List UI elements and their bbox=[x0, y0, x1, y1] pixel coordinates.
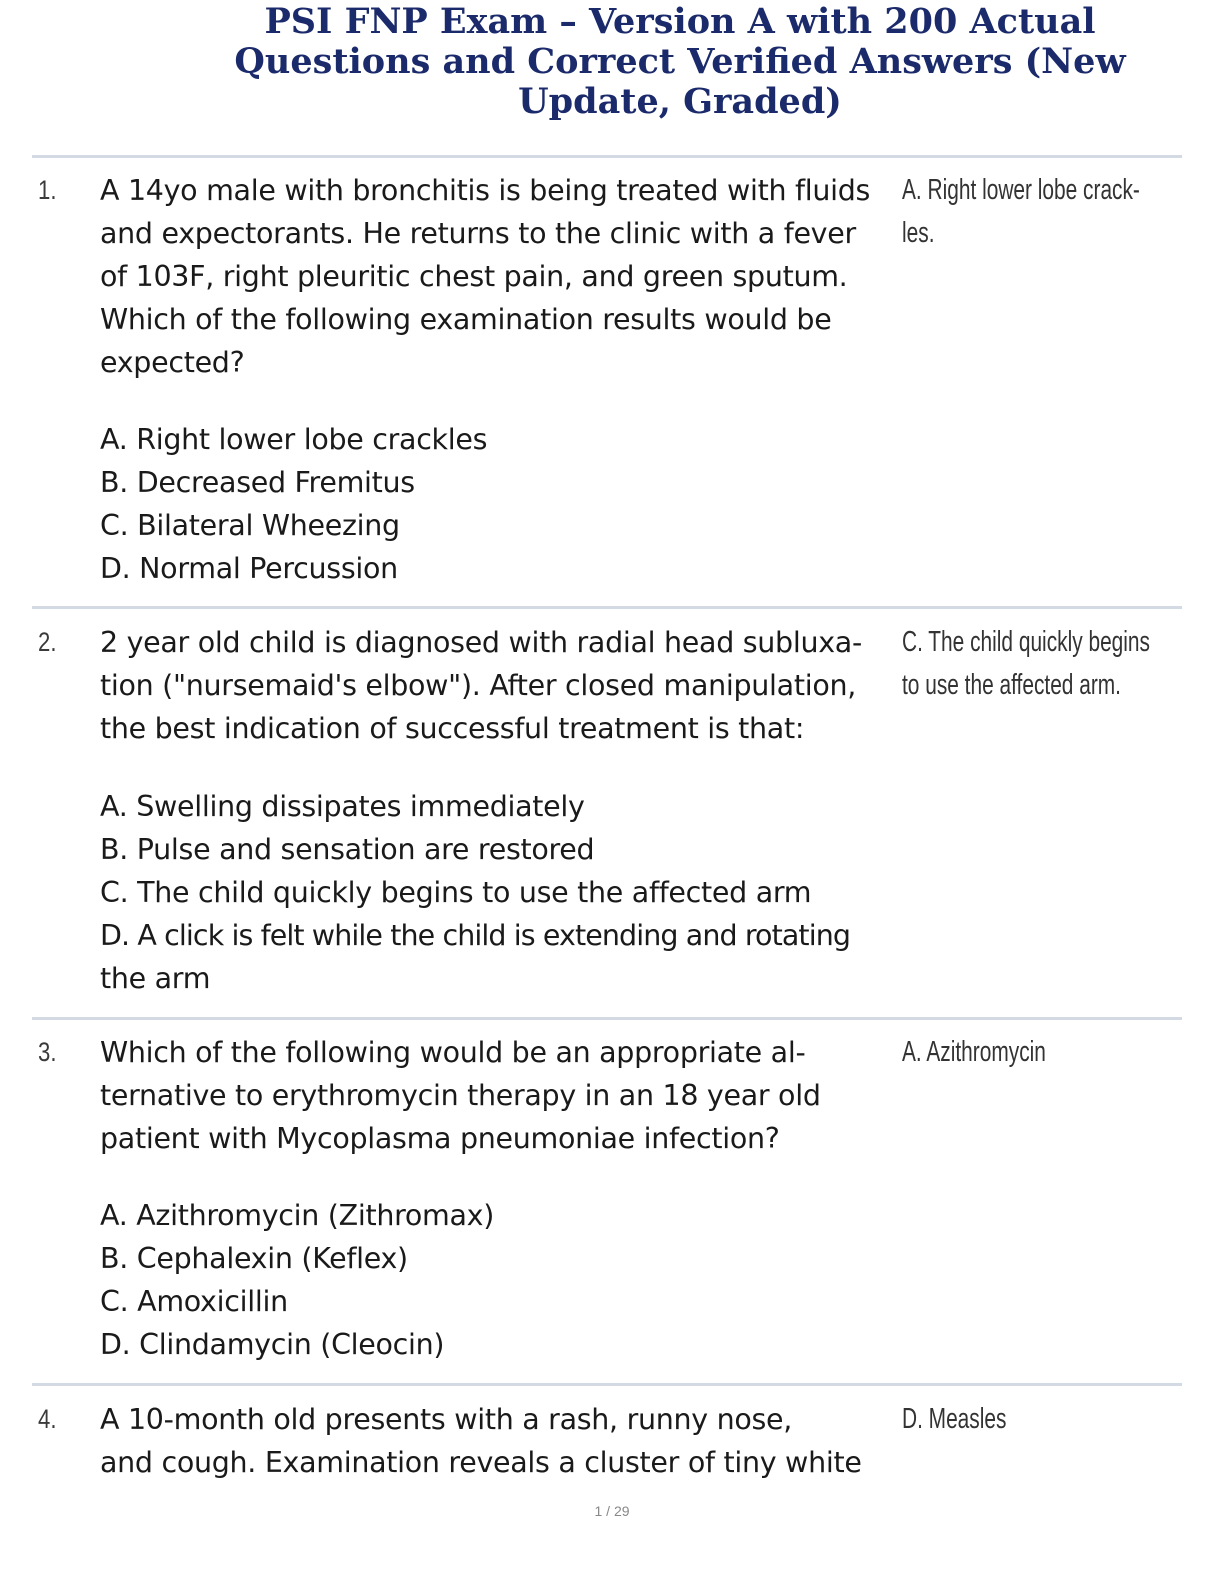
question-text-line: A 14yo male with bronchitis is being treated with fluids bbox=[100, 174, 871, 207]
answer-options bbox=[100, 785, 910, 1000]
option: A. Azithromycin (Zithromax) bbox=[100, 1199, 495, 1232]
option: B. Cephalexin (Keflex) bbox=[100, 1242, 408, 1275]
question-text bbox=[100, 169, 900, 384]
question-text-line: A 10-month old presents with a rash, runny nose, bbox=[100, 1403, 793, 1436]
question-text-line: Which of the following would be an appropriate al- bbox=[100, 1036, 806, 1069]
answer-line: D. Measles bbox=[902, 1403, 1007, 1435]
answer-options bbox=[100, 418, 910, 590]
question-number: 2. bbox=[38, 627, 57, 657]
option: B. Decreased Fremitus bbox=[100, 466, 415, 499]
question-number: 3. bbox=[38, 1037, 57, 1067]
correct-answer bbox=[902, 1398, 1118, 1441]
answer-line: C. The child quickly begins bbox=[902, 626, 1150, 658]
question-text-line: tion ("nursemaid's elbow"). After closed manipulation, bbox=[100, 669, 856, 702]
option: A. Right lower lobe crackles bbox=[100, 423, 488, 456]
option: C. Amoxicillin bbox=[100, 1285, 288, 1318]
answer-options bbox=[100, 1194, 910, 1366]
question-text-line: the best indication of successful treatment is that: bbox=[100, 712, 805, 745]
question-text bbox=[100, 621, 900, 750]
question-number: 1. bbox=[38, 175, 57, 205]
question-text-line: patient with Mycoplasma pneumoniae infection? bbox=[100, 1122, 780, 1155]
correct-answer bbox=[902, 169, 1140, 255]
question-text-line: ternative to erythromycin therapy in an 18 year old bbox=[100, 1079, 821, 1112]
option: D. A click is felt while the child is extending and rotating bbox=[100, 919, 851, 952]
title-line-2: Questions and Correct Verified Answers (New bbox=[234, 41, 1126, 82]
option: the arm bbox=[100, 962, 211, 995]
question-text-line: and expectorants. He returns to the clinic with a fever bbox=[100, 217, 856, 250]
page-indicator: 1 / 29 bbox=[594, 1503, 630, 1519]
question-text-line: Which of the following examination results would be bbox=[100, 303, 832, 336]
option: A. Swelling dissipates immediately bbox=[100, 790, 585, 823]
page-title bbox=[160, 2, 1200, 122]
question-text bbox=[100, 1398, 900, 1484]
divider bbox=[32, 155, 1182, 158]
correct-answer bbox=[902, 621, 1150, 707]
divider bbox=[32, 1017, 1182, 1020]
question-text-line: and cough. Examination reveals a cluster of tiny white bbox=[100, 1446, 862, 1479]
option: C. Bilateral Wheezing bbox=[100, 509, 400, 542]
option: C. The child quickly begins to use the affected arm bbox=[100, 876, 812, 909]
option: B. Pulse and sensation are restored bbox=[100, 833, 595, 866]
question-text bbox=[100, 1031, 900, 1160]
answer-line: les. bbox=[902, 217, 935, 249]
option: D. Normal Percussion bbox=[100, 552, 398, 585]
answer-line: A. Azithromycin bbox=[902, 1036, 1046, 1068]
divider bbox=[32, 606, 1182, 609]
question-text-line: of 103F, right pleuritic chest pain, and green sputum. bbox=[100, 260, 848, 293]
title-line-3: Update, Graded) bbox=[518, 81, 842, 122]
question-text-line: 2 year old child is diagnosed with radial head subluxa- bbox=[100, 626, 862, 659]
title-line-1: PSI FNP Exam – Version A with 200 Actual bbox=[264, 1, 1096, 42]
question-text-line: expected? bbox=[100, 346, 245, 379]
option: D. Clindamycin (Cleocin) bbox=[100, 1328, 445, 1361]
correct-answer bbox=[902, 1031, 1118, 1074]
answer-line: to use the affected arm. bbox=[902, 669, 1121, 701]
answer-line: A. Right lower lobe crack- bbox=[902, 174, 1140, 206]
divider bbox=[32, 1383, 1182, 1386]
question-number: 4. bbox=[38, 1404, 57, 1434]
